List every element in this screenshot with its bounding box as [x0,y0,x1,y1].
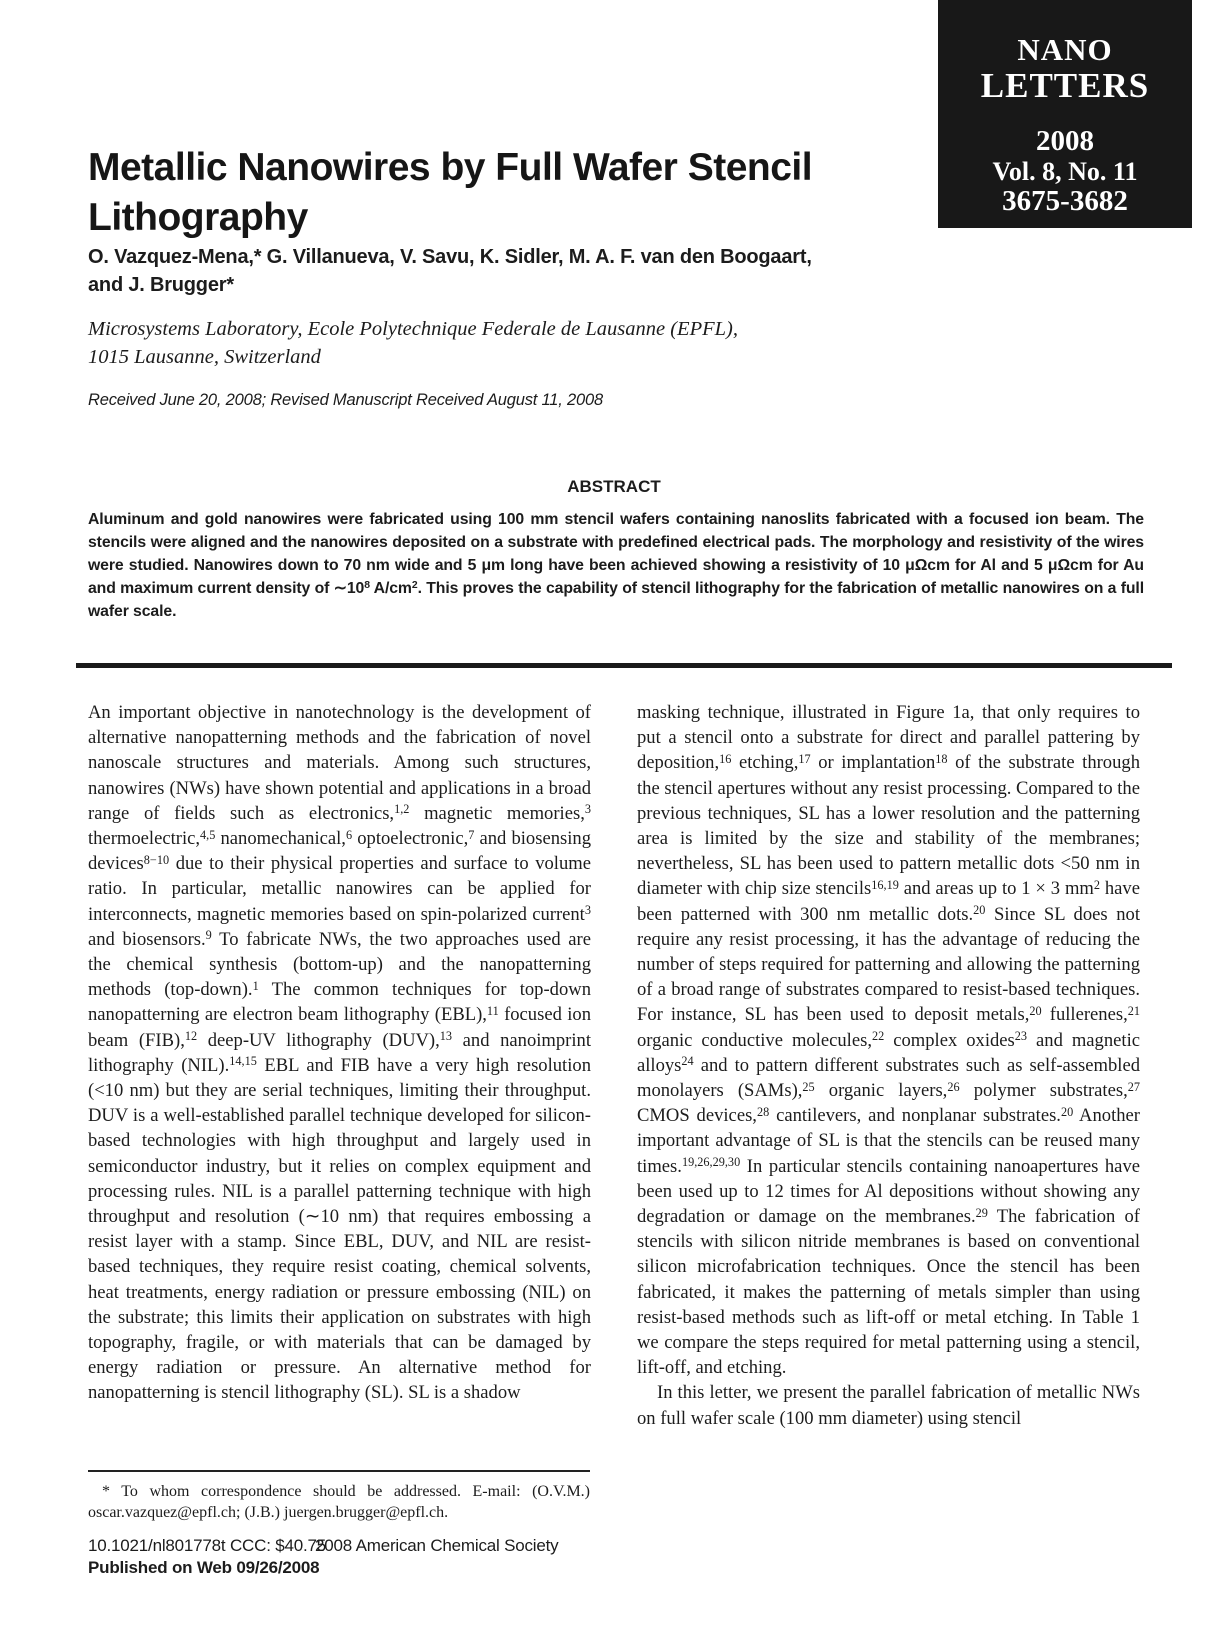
journal-pages: 3675-3682 [1002,185,1128,217]
title-line-1: Metallic Nanowires by Full Wafer Stencil [88,146,813,190]
journal-name-line2: LETTERS [980,66,1150,105]
body-column-left [88,700,591,1406]
journal-volume: Vol. 8, No. 11 [992,157,1138,186]
journal-badge [938,0,1192,228]
journal-name-line1: NANO [1017,32,1113,67]
affiliation-line-1: Microsystems Laboratory, Ecole Polytechnique Federale de Lausanne (EPFL), [88,318,738,340]
published-on-web: Published on Web 09/26/2008 [88,1558,320,1577]
affiliation [88,315,738,371]
copyright-text: 2008 American Chemical Society [315,1536,559,1555]
body-paragraph: In this letter, we present the parallel fabrication of metallic NWs on full wafer scale (100 mm diameter) using stencil [637,1382,1140,1429]
body-column-right [637,700,1140,1431]
journal-year: 2008 [1036,125,1094,157]
abstract-text: Aluminum and gold nanowires were fabricated using 100 mm stencil wafers containing nanoslits fabricated with a focused ion beam. The stencils were aligned and the nanowires deposited on a substrate with predefined electrical pads. The morphology and resistivity of the wires were studied. Nanowires down to 70 nm wide and 5 μm long have been achieved showing a resistivity of 10 μΩcm for Al and 5 μΩcm for Au and maximum current density of $\sim 10^8$ $A/cm^2$. This proves the capability of stencil lithography for the fabrication of metallic nanowires on a full wafer scale. [88,511,1144,620]
abstract-divider-rule [76,663,1172,668]
correspondence-footnote: * To whom correspondence should be addressed. E-mail: (O.V.M.) oscar.vazquez@epfl.ch; (J.B.) juergen.brugger@epfl.ch. [88,1483,590,1521]
footnote-rule [88,1470,590,1472]
received-dates: Received June 20, 2008; Revised Manuscript Received August 11, 2008 [88,391,603,409]
doi-ccc-text: 10.1021/nl801778t CCC: $40.75 [88,1536,327,1555]
body-paragraph: masking technique, illustrated in Figure 1a, that only requires to put a stencil onto a substrate for direct and parallel pattering by deposition,$^{16}$ etching,$^{17}$ or implantation$^{18}$ of the substrate through the stencil apertures without any resist processing. Compared to the previous techniques, SL has a lower resolution and the patterning area is limited by the size and stability of the membranes; nevertheless, SL has been used to pattern metallic dots <50 nm in diameter with chip size stencils$^{16,19}$ and areas up to 1 × 3 $mm^2$ have been patterned with 300 nm metallic dots.$^{20}$ Since SL does not require any resist processing, it has the advantage of reducing the number of steps required for patterning and allowing the patterning of a broad range of substrates compared to resist-based techniques. For instance, SL has been used to deposit metals,$^{20}$ fullerenes,$^{21}$ organic conductive molecules,$^{22}$ complex oxides$^{23}$ and magnetic alloys$^{24}$ and to pattern different substrates such as self-assembled monolayers (SAMs),$^{25}$ organic layers,$^{26}$ polymer substrates,$^{27}$ CMOS devices,$^{28}$ cantilevers, and nonplanar substrates.$^{20}$ Another important advantage of SL is that the stencils can be reused many times.$^{19,26,29,30}$ In particular stencils containing nanoapertures have been used up to 12 times for Al depositions without showing any degradation or damage on the membranes.$^{29}$ The fabrication of stencils with silicon nitride membranes is based on conventional silicon microfabrication techniques. Once the stencil has been fabricated, it makes the patterning of metals simpler than using resist-based methods such as lift-off or metal etching. In Table 1 we compare the steps required for metal patterning using a stencil, lift-off, and etching. [637,702,1140,1379]
author-list [88,243,812,299]
author-line-1: O. Vazquez-Mena,* G. Villanueva, V. Savu, K. Sidler, M. A. F. van den Boogaart, [88,246,812,268]
page-title [88,143,812,243]
title-line-2: Lithography [88,196,308,240]
abstract-heading: ABSTRACT [567,477,661,496]
author-line-2: and J. Brugger* [88,274,234,296]
body-paragraph: An important objective in nanotechnology is the development of alternative nanopatterning methods and the fabrication of novel nanoscale structures and materials. Among such structures, nanowires (NWs) have shown potential and applications in a broad range of fields such as electronics,$^{1,2}$ magnetic memories,$^3$ thermoelectric,$^{4,5}$ nanomechanical,$^6$ optoelectronic,$^7$ and biosensing devices$^{8-10}$ due to their physical properties and surface to volume ratio. In particular, metallic nanowires can be applied for interconnects, magnetic memories based on spin-polarized current$^3$ and biosensors.$^9$ To fabricate NWs, the two approaches used are the chemical synthesis (bottom-up) and the nanopatterning methods (top-down).$^1$ The common techniques for top-down nanopatterning are electron beam lithography (EBL),$^{11}$ focused ion beam (FIB),$^{12}$ deep-UV lithography (DUV),$^{13}$ and nanoimprint lithography (NIL).$^{14,15}$ EBL and FIB have a very high resolution (<10 nm) but they are serial techniques, limiting their throughput. DUV is a well-established parallel technique developed for silicon-based technologies with high throughput and largely used in semiconductor industry, but it relies on complex equipment and processing rules. NIL is a parallel patterning technique with high throughput and resolution (∼10 nm) that requires embossing a resist layer with a stamp. Since EBL, DUV, and NIL are resist-based techniques, they require resist coating, chemical solvents, heat treatments, energy radiation or pressure embossing (NIL) on the substrate; this limits their application on substrates with high topography, fragile, or with materials that can be damaged by energy radiation or pressure. An alternative method for nanopatterning is stencil lithography (SL). SL is a shadow [88,702,591,1404]
affiliation-line-2: 1015 Lausanne, Switzerland [88,346,321,368]
